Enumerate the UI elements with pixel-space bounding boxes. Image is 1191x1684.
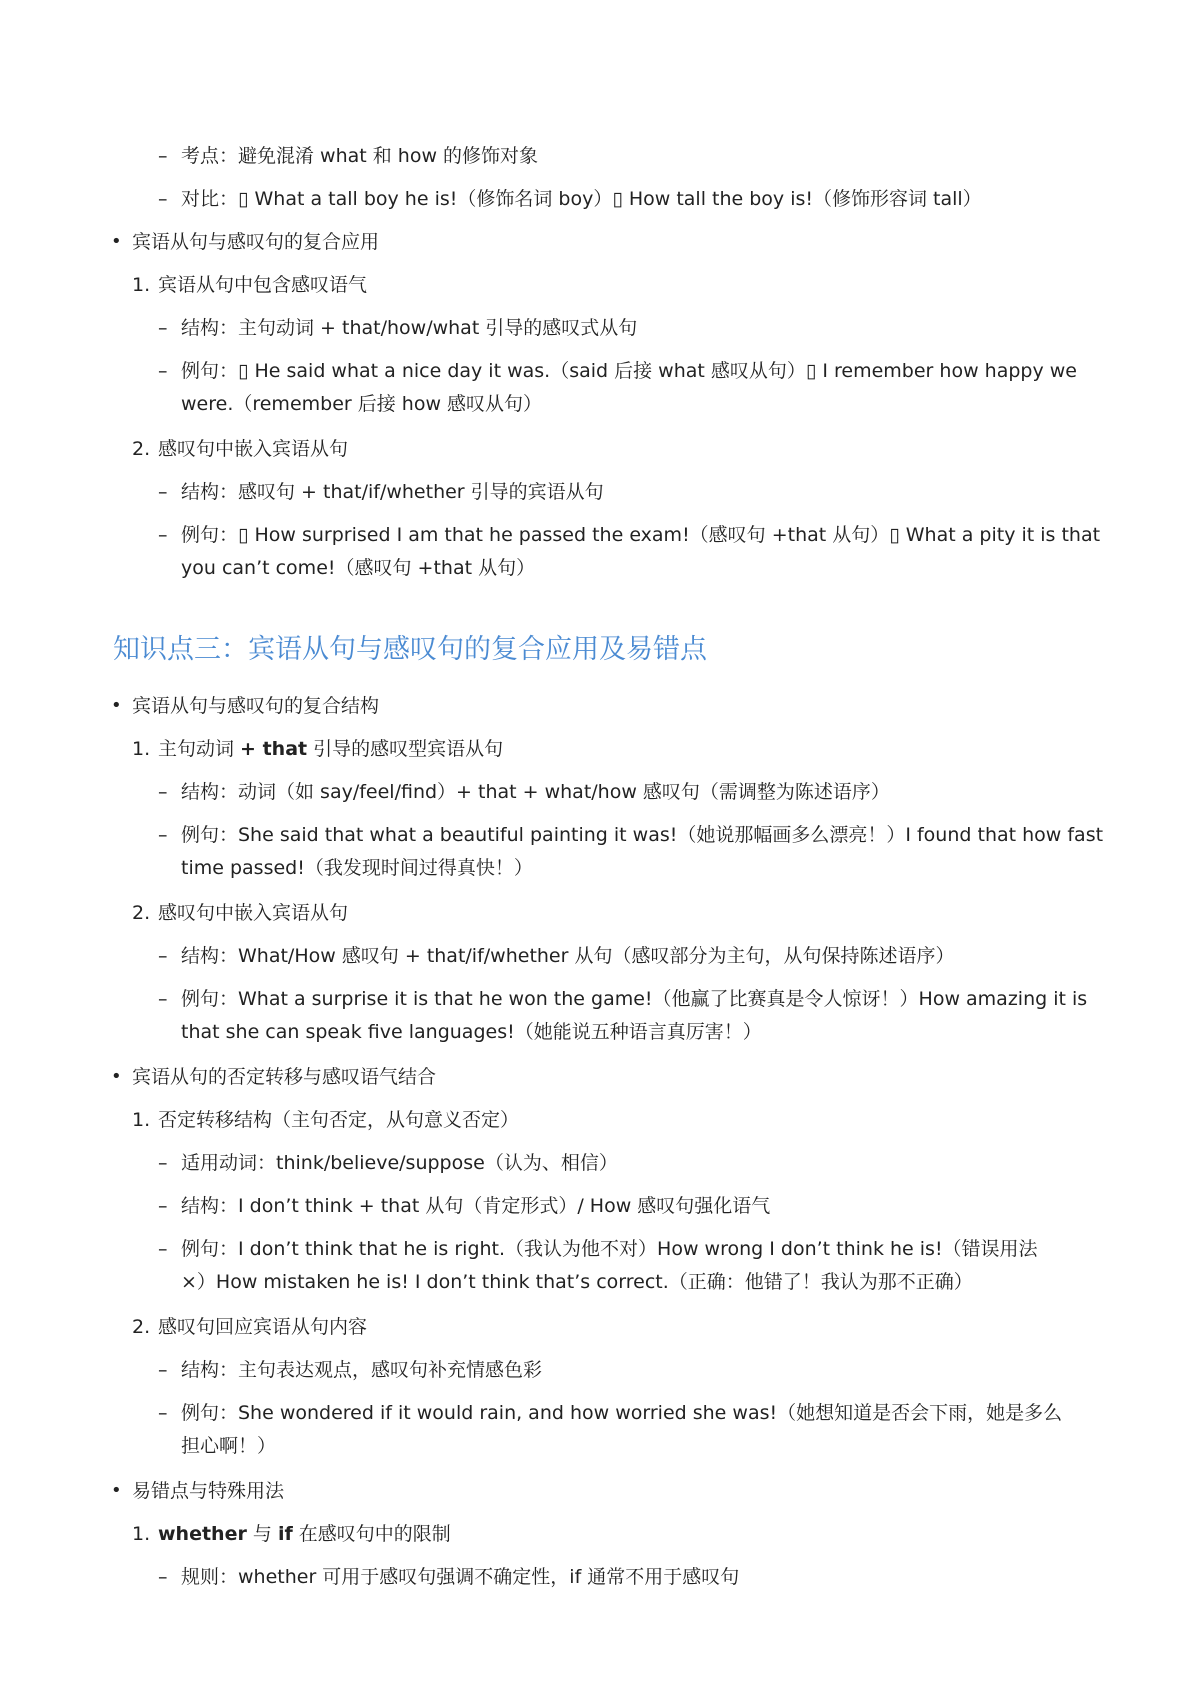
- dash-marker: –: [158, 1152, 168, 1174]
- item-text: 例句：She wondered if it would rain, and how worried she was!（她想知道是否会下雨，她是多么: [181, 1402, 1063, 1424]
- list-item: [0, 733, 1191, 765]
- list-item-continuation: [0, 1430, 1191, 1462]
- item-text: 结构：感叹句 + that/if/whether 引导的宾语从句: [181, 481, 604, 503]
- item-text: 结构：What/How 感叹句 + that/if/whether 从句（感叹部分为主句，从句保持陈述语序）: [181, 945, 955, 967]
- bold-text: whether: [158, 1523, 247, 1545]
- dash-marker: –: [158, 988, 168, 1010]
- item-text: ×）How mistaken he is! I don’t think that’s correct.（正确：他错了！我认为那不正确）: [181, 1271, 973, 1293]
- text-run: 在感叹句中的限制: [292, 1523, 451, 1545]
- list-item-continuation: [0, 388, 1191, 420]
- bold-text: if: [277, 1523, 293, 1545]
- bullet-marker: •: [111, 695, 122, 716]
- item-text: 结构：主句表达观点，感叹句补充情感色彩: [181, 1359, 543, 1381]
- dash-marker: –: [158, 824, 168, 846]
- item-text: 规则：whether 可用于感叹句强调不确定性，if 通常不用于感叹句: [181, 1566, 740, 1588]
- list-item: [0, 1233, 1191, 1265]
- number-marker: 2.: [132, 902, 151, 924]
- list-item: [0, 269, 1191, 301]
- list-item: [0, 819, 1191, 851]
- list-item: [0, 140, 1191, 172]
- bullet-marker: •: [111, 231, 122, 252]
- list-item: [0, 1061, 1191, 1093]
- list-item-continuation: [0, 852, 1191, 884]
- item-text: 对比：▯ What a tall boy he is!（修饰名词 boy）▯ How tall the boy is!（修饰形容词 tall）: [181, 188, 982, 210]
- list-item: [0, 1354, 1191, 1386]
- section-heading: 知识点三：宾语从句与感叹句的复合应用及易错点: [113, 634, 707, 665]
- item-text: 宾语从句与感叹句的复合结构: [132, 695, 380, 717]
- list-item: [0, 312, 1191, 344]
- number-marker: 1.: [132, 274, 151, 296]
- item-text: 例句：▯ How surprised I am that he passed the exam!（感叹句 +that 从句）▯ What a pity it is that: [181, 524, 1101, 546]
- item-text: 感叹句中嵌入宾语从句: [158, 438, 349, 460]
- list-item: [0, 1147, 1191, 1179]
- list-item: [0, 433, 1191, 465]
- item-text: 例句：What a surprise it is that he won the game!（他赢了比赛真是令人惊讶！）How amazing it is: [181, 988, 1088, 1010]
- item-text: 考点：避免混淆 what 和 how 的修饰对象: [181, 145, 539, 167]
- dash-marker: –: [158, 1359, 168, 1381]
- list-item: [0, 183, 1191, 215]
- item-text: 宾语从句的否定转移与感叹语气结合: [132, 1066, 437, 1088]
- dash-marker: –: [158, 1238, 168, 1260]
- number-marker: 1.: [132, 1109, 151, 1131]
- dash-marker: –: [158, 524, 168, 546]
- item-text: 例句：I don’t think that he is right.（我认为他不对）How wrong I don’t think he is!（错误用法: [181, 1238, 1038, 1260]
- list-item: [0, 1104, 1191, 1136]
- item-text: 感叹句中嵌入宾语从句: [158, 902, 349, 924]
- item-text: 结构：I don’t think + that 从句（肯定形式）/ How 感叹句强化语气: [181, 1195, 771, 1217]
- list-item: [0, 983, 1191, 1015]
- list-item: [0, 1190, 1191, 1222]
- item-text: 结构：动词（如 say/feel/find）+ that + what/how 感叹句（需调整为陈述语序）: [181, 781, 890, 803]
- dash-marker: –: [158, 481, 168, 503]
- dash-marker: –: [158, 317, 168, 339]
- number-marker: 1.: [132, 1523, 151, 1545]
- dash-marker: –: [158, 145, 168, 167]
- list-item: [0, 519, 1191, 551]
- item-text: [158, 733, 503, 765]
- list-item-continuation: [0, 552, 1191, 584]
- text-run: 引导的感叹型宾语从句: [307, 738, 504, 760]
- item-text: 结构：主句动词 + that/how/what 引导的感叹式从句: [181, 317, 638, 339]
- list-item: [0, 1561, 1191, 1593]
- list-item: [0, 476, 1191, 508]
- item-text: that she can speak five languages!（她能说五种语言真厉害！）: [181, 1021, 762, 1043]
- list-item: [0, 1475, 1191, 1507]
- list-item: [0, 1397, 1191, 1429]
- dash-marker: –: [158, 781, 168, 803]
- dash-marker: –: [158, 360, 168, 382]
- item-text: 否定转移结构（主句否定，从句意义否定）: [158, 1109, 520, 1131]
- item-text: 例句：▯ He said what a nice day it was.（said 后接 what 感叹从句）▯ I remember how happy we: [181, 360, 1077, 382]
- bullet-marker: •: [111, 1066, 122, 1087]
- dash-marker: –: [158, 1195, 168, 1217]
- list-item-continuation: [0, 1016, 1191, 1048]
- list-item: [0, 355, 1191, 387]
- number-marker: 2.: [132, 438, 151, 460]
- dash-marker: –: [158, 945, 168, 967]
- dash-marker: –: [158, 1566, 168, 1588]
- list-item: [0, 1518, 1191, 1550]
- list-item: [0, 1311, 1191, 1343]
- item-text: 担心啊！）: [181, 1435, 277, 1457]
- item-text: were.（remember 后接 how 感叹从句）: [181, 393, 543, 415]
- item-text: [158, 1518, 451, 1550]
- item-text: 例句：She said that what a beautiful painting it was!（她说那幅画多么漂亮！）I found that how fast: [181, 824, 1104, 846]
- bold-text: + that: [240, 738, 308, 760]
- bullet-marker: •: [111, 1480, 122, 1501]
- item-text: you can’t come!（感叹句 +that 从句）: [181, 557, 536, 579]
- number-marker: 1.: [132, 738, 151, 760]
- list-item: [0, 897, 1191, 929]
- dash-marker: –: [158, 188, 168, 210]
- list-item: [0, 690, 1191, 722]
- list-item-continuation: [0, 1266, 1191, 1298]
- number-marker: 2.: [132, 1316, 151, 1338]
- item-text: time passed!（我发现时间过得真快！）: [181, 857, 533, 879]
- item-text: 感叹句回应宾语从句内容: [158, 1316, 368, 1338]
- text-run: 主句动词: [158, 738, 241, 760]
- text-run: 与: [246, 1523, 278, 1545]
- list-item: [0, 776, 1191, 808]
- item-text: 适用动词：think/believe/suppose（认为、相信）: [181, 1152, 618, 1174]
- dash-marker: –: [158, 1402, 168, 1424]
- item-text: 易错点与特殊用法: [132, 1480, 285, 1502]
- list-item: [0, 226, 1191, 258]
- item-text: 宾语从句中包含感叹语气: [158, 274, 368, 296]
- list-item: [0, 940, 1191, 972]
- item-text: 宾语从句与感叹句的复合应用: [132, 231, 380, 253]
